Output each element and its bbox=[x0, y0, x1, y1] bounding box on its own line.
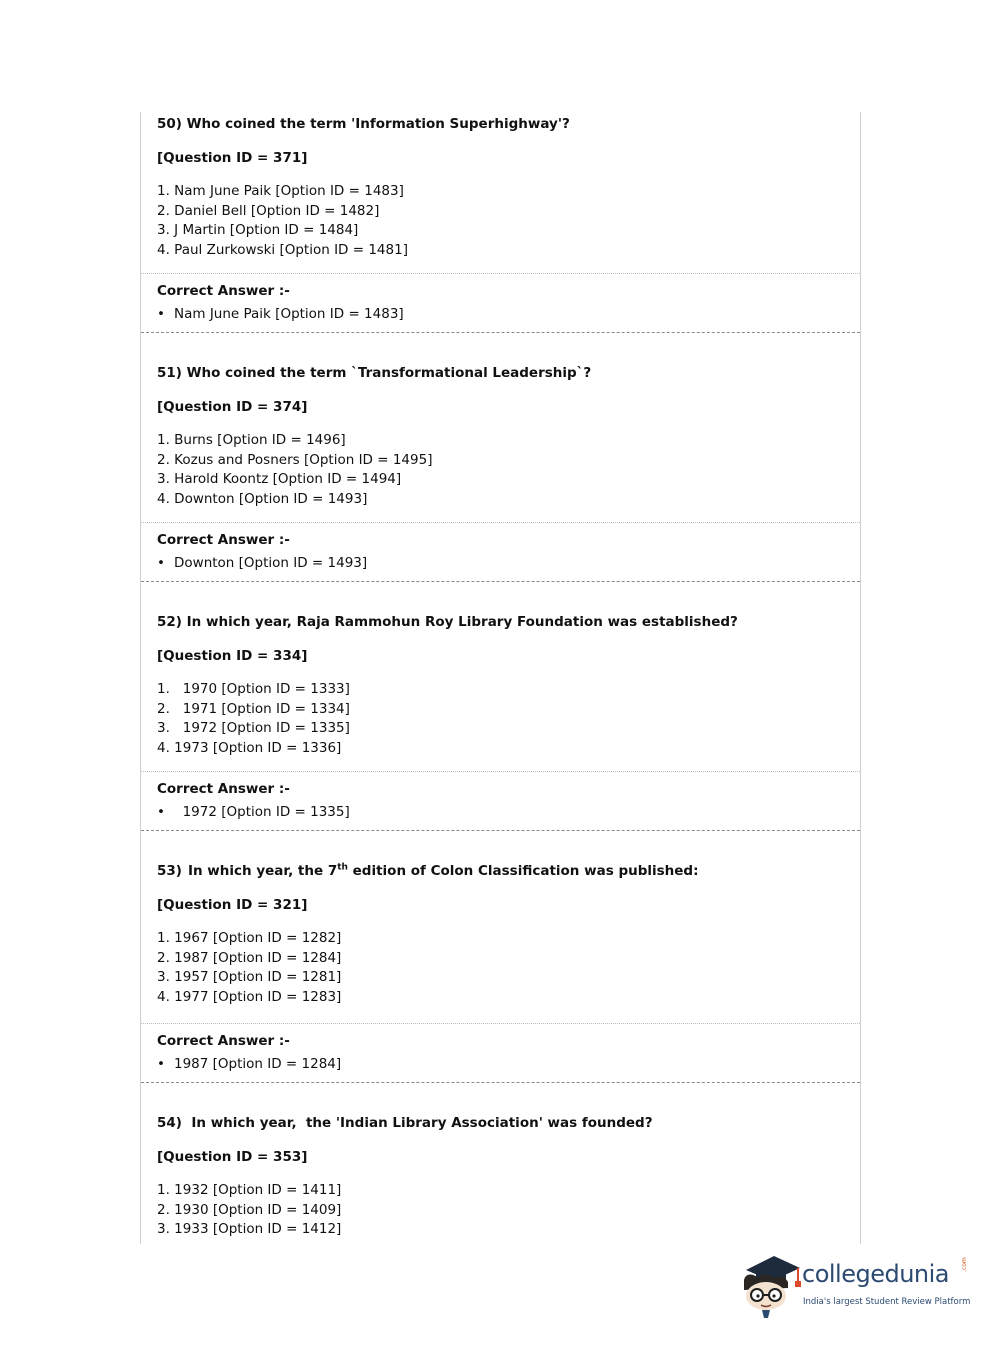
correct-answer-text: 1972 [Option ID = 1335] bbox=[174, 804, 350, 820]
brand-dotcom: .com bbox=[961, 1257, 968, 1272]
question-block bbox=[141, 333, 860, 582]
correct-answer-label: Correct Answer :- bbox=[157, 283, 290, 299]
collegedunia-logo bbox=[740, 1248, 970, 1318]
bullet-icon: • bbox=[157, 555, 165, 571]
correct-answer-text: Nam June Paik [Option ID = 1483] bbox=[174, 306, 404, 322]
correct-answer-text: 1987 [Option ID = 1284] bbox=[174, 1056, 342, 1072]
option-item: 2. Daniel Bell [Option ID = 1482] bbox=[157, 202, 380, 219]
bullet-icon: • bbox=[157, 804, 165, 820]
option-item: 3. J Martin [Option ID = 1484] bbox=[157, 222, 359, 238]
option-item: 2. 1930 [Option ID = 1409] bbox=[157, 1201, 342, 1218]
ordinal-suffix: th bbox=[337, 862, 348, 873]
option-item: 4. Paul Zurkowski [Option ID = 1481] bbox=[157, 241, 408, 258]
question-sheet bbox=[140, 112, 861, 1244]
brand-name: collegedunia bbox=[802, 1260, 950, 1288]
option-item: 4. Downton [Option ID = 1493] bbox=[157, 490, 368, 507]
option-item: 1. 1932 [Option ID = 1411] bbox=[157, 1182, 342, 1198]
correct-answer-text: Downton [Option ID = 1493] bbox=[174, 555, 368, 571]
correct-answer bbox=[157, 1054, 844, 1074]
correct-answer-label: Correct Answer :- bbox=[157, 532, 290, 548]
option-list bbox=[157, 680, 844, 758]
option-item: 1. Nam June Paik [Option ID = 1483] bbox=[157, 183, 404, 199]
option-item: 1. 1967 [Option ID = 1282] bbox=[157, 930, 342, 946]
bullet-icon: • bbox=[157, 306, 165, 322]
mascot-icon bbox=[740, 1248, 802, 1318]
option-item: 1. 1970 [Option ID = 1333] bbox=[157, 681, 350, 697]
option-item: 3. Harold Koontz [Option ID = 1494] bbox=[157, 471, 402, 487]
option-item: 4. 1973 [Option ID = 1336] bbox=[157, 739, 342, 756]
correct-answer-label: Correct Answer :- bbox=[157, 1033, 290, 1049]
question-title: 52) In which year, Raja Rammohun Roy Library Foundation was established? bbox=[157, 614, 738, 630]
correct-answer bbox=[157, 802, 844, 822]
correct-answer bbox=[157, 304, 844, 324]
option-list bbox=[157, 1181, 844, 1240]
question-block bbox=[141, 1083, 860, 1240]
question-id: [Question ID = 353] bbox=[157, 1149, 308, 1165]
question-title-text: edition of Colon Classification was published: bbox=[347, 863, 699, 879]
bullet-icon: • bbox=[157, 1056, 165, 1072]
option-list bbox=[157, 182, 844, 260]
question-id: [Question ID = 371] bbox=[157, 150, 308, 166]
brand-tagline: India's largest Student Review Platform bbox=[803, 1297, 971, 1307]
question-block bbox=[141, 582, 860, 831]
question-title-text: In which year, the 7 bbox=[187, 863, 338, 879]
option-item: 2. Kozus and Posners [Option ID = 1495] bbox=[157, 451, 433, 468]
question-title: 50) Who coined the term 'Information Superhighway'? bbox=[157, 116, 570, 132]
question-number: 53) bbox=[157, 863, 182, 879]
question-title bbox=[157, 862, 844, 880]
correct-answer bbox=[157, 553, 844, 573]
question-title: 51) Who coined the term `Transformational Leadership`? bbox=[157, 365, 592, 381]
option-item: 3. 1957 [Option ID = 1281] bbox=[157, 969, 342, 985]
option-item: 2. 1987 [Option ID = 1284] bbox=[157, 949, 342, 966]
option-list bbox=[157, 929, 844, 1007]
question-title: 54) In which year, the 'Indian Library Association' was founded? bbox=[157, 1115, 653, 1131]
option-item: 3. 1972 [Option ID = 1335] bbox=[157, 720, 350, 736]
option-item: 4. 1977 [Option ID = 1283] bbox=[157, 988, 342, 1005]
question-id: [Question ID = 321] bbox=[157, 897, 308, 913]
option-item: 2. 1971 [Option ID = 1334] bbox=[157, 700, 350, 717]
option-list bbox=[157, 431, 844, 509]
question-block bbox=[141, 112, 860, 333]
question-id: [Question ID = 334] bbox=[157, 648, 308, 664]
option-item: 1. Burns [Option ID = 1496] bbox=[157, 432, 346, 448]
question-block bbox=[141, 831, 860, 1083]
question-id: [Question ID = 374] bbox=[157, 399, 308, 415]
correct-answer-label: Correct Answer :- bbox=[157, 781, 290, 797]
option-item: 3. 1933 [Option ID = 1412] bbox=[157, 1221, 342, 1237]
